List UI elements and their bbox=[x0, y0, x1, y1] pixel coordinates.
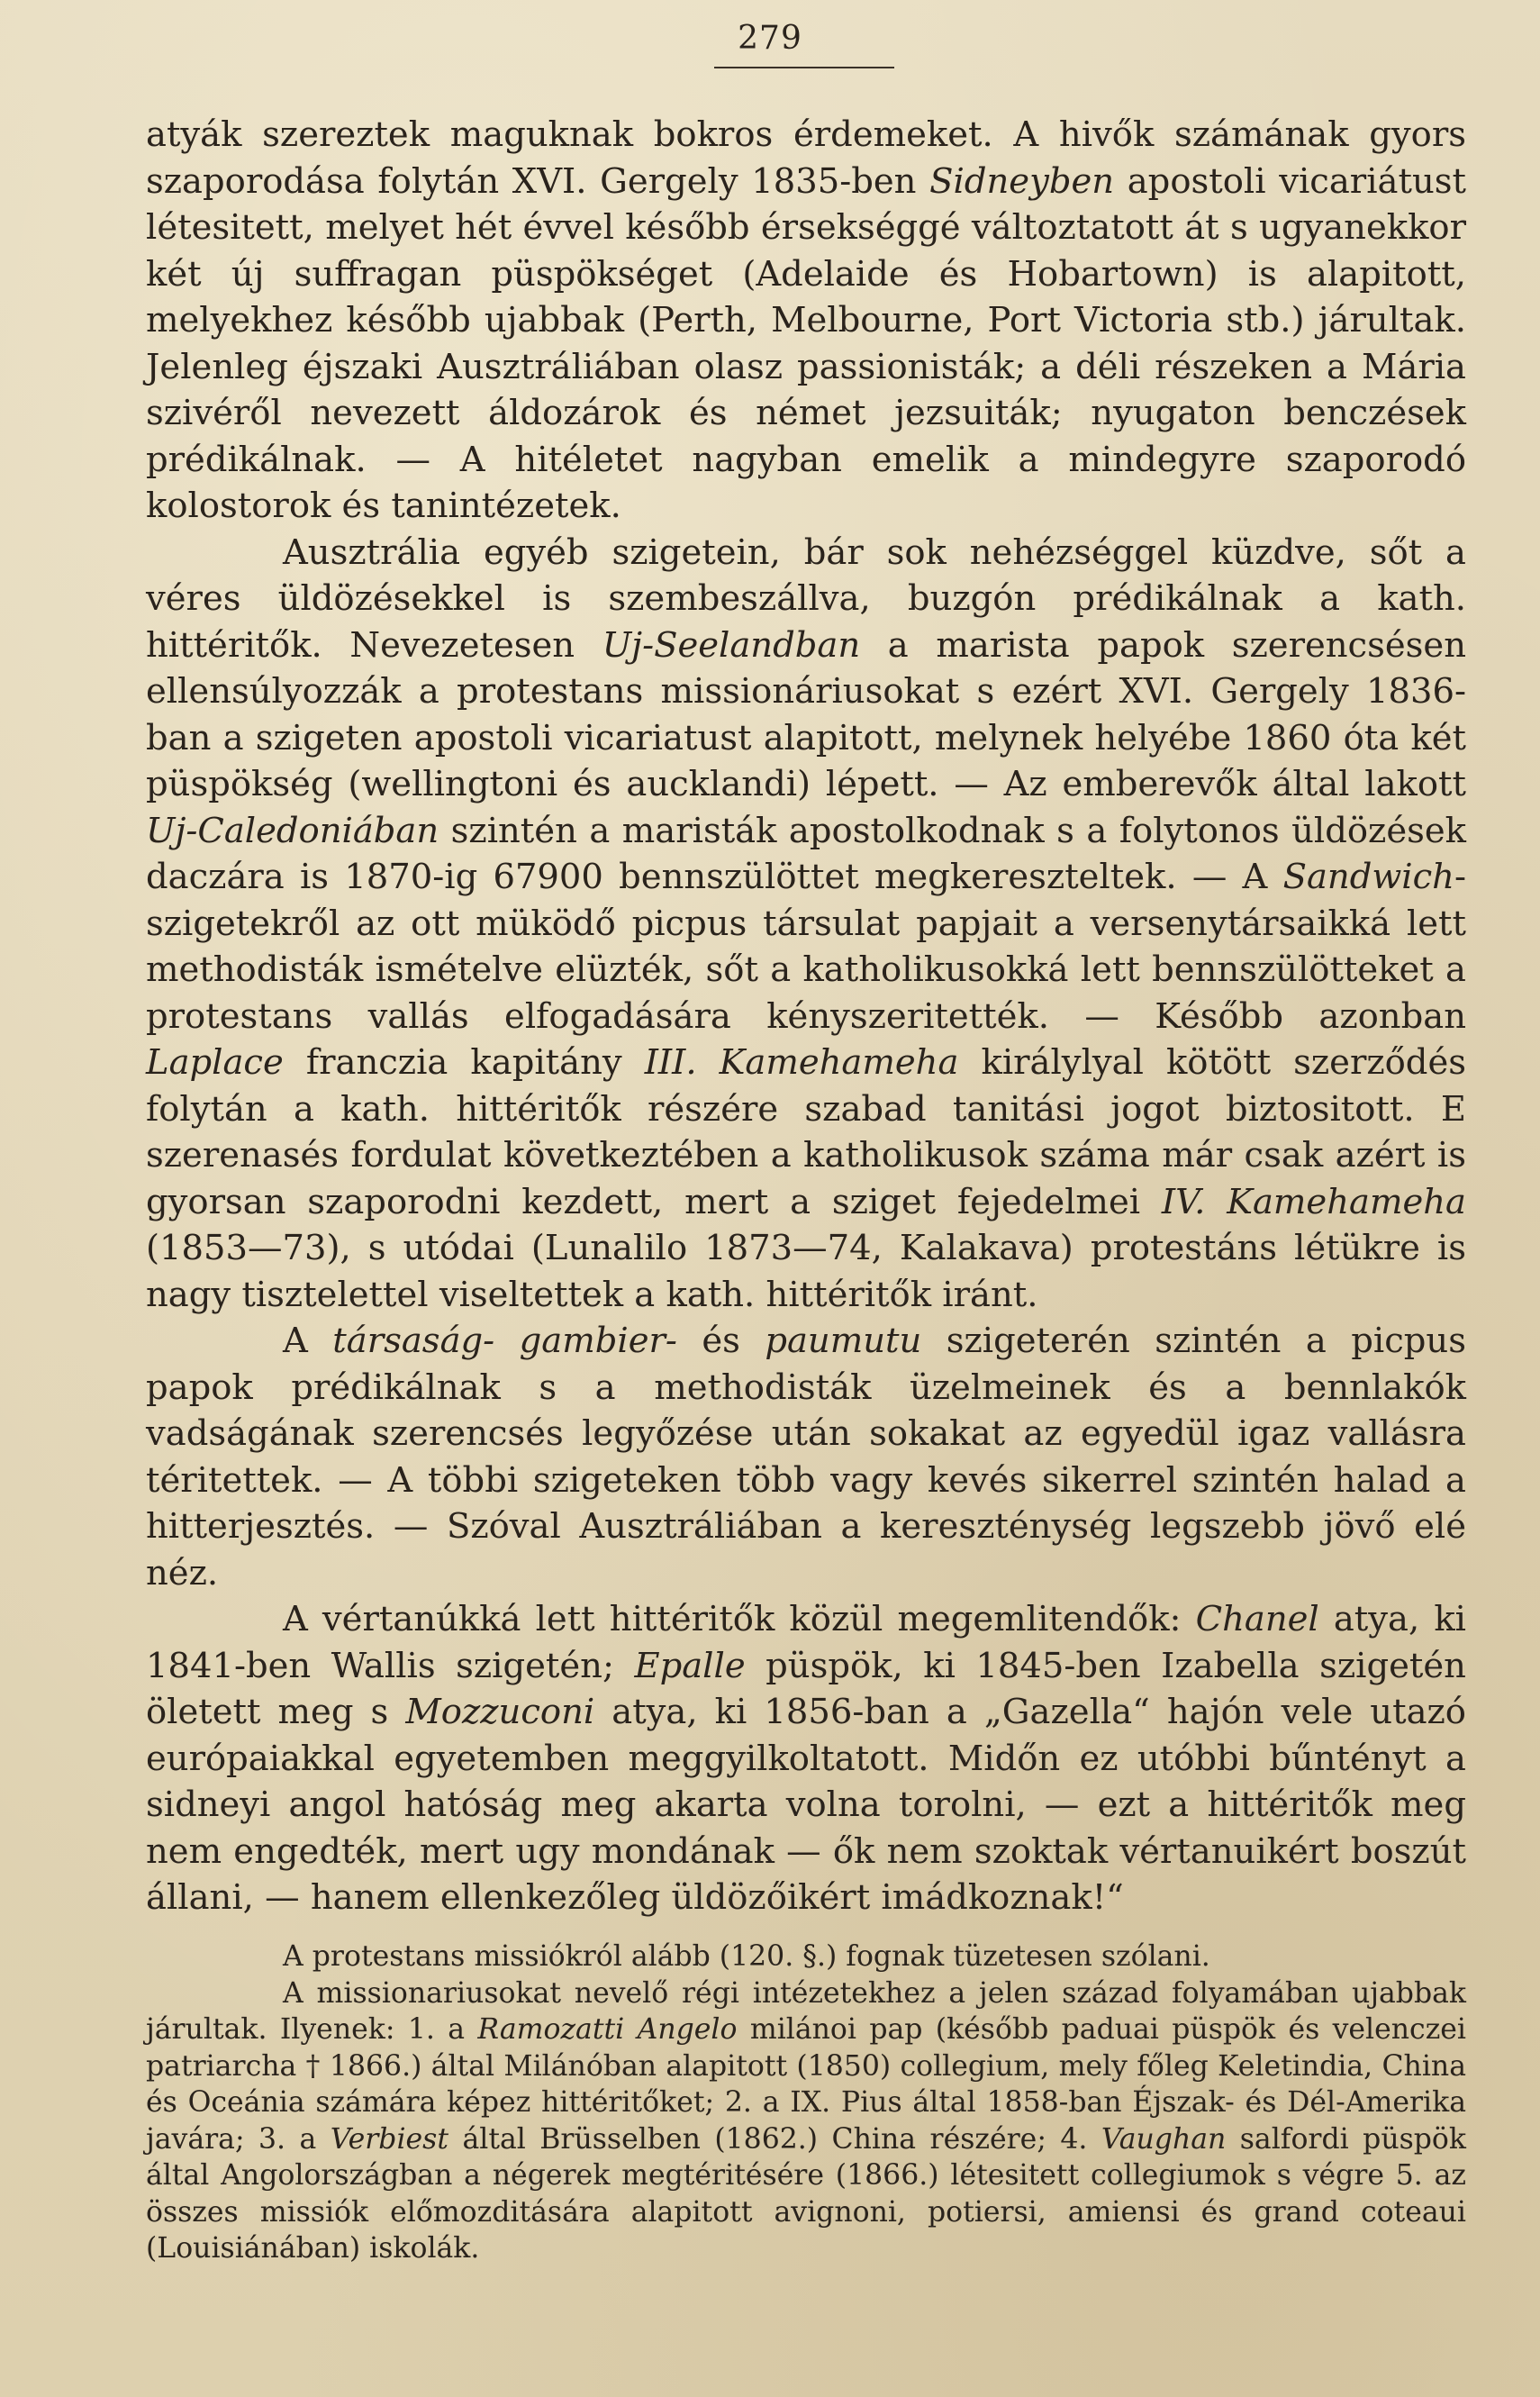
footnote-2: A missionariusokat nevelő régi intézetekhez a jelen század folyamában ujabbak járultak. Ilyenek: 1. a Ramozatti Angelo milánoi pap (később paduai püspök és velenczei patriarcha † 1866.) által Milánóban alapitott (1850) collegium, mely főleg Keletindia, China és Oceánia számára képez hittéritőket; 2. a IX. Pius által 1858-ban Éjszak- és Dél-Amerika javára; 3. a Verbiest által Brüsselben (1862.) China részére; 4. Vaughan salfordi püspök által Angolországban a négerek megtéritésére (1866.) létesitett collegiumok s végre 5. az összes missiók előmozditására alapitott avignoni, potiersi, amiensi és grand coteaui (Louisiánában) iskolák. bbox=[146, 1976, 1467, 2265]
footnotes bbox=[146, 1938, 1466, 2267]
paragraph-4: A vértanúkká lett hittéritők közül megemlitendők: Chanel atya, ki 1841-ben Wallis szigetén; Epalle püspök, ki 1845-ben Izabella szigetén öletett meg s Mozzuconi atya, ki 1856-ban a „Gazella“ hajón vele utazó európaiakkal egyetemben meggyilkoltatott. Midőn ez utóbbi bűntényt a sidneyi angol hatóság meg akarta volna torolni, — ezt a hittéritők meg nem engedték, mert ugy mondának — ők nem szoktak vértanuikért boszút állani, — hanem ellenkezőleg üldözőikért imádkoznak!“ bbox=[146, 1599, 1466, 1918]
paragraph-3: A társaság- gambier- és paumutu szigeterén szintén a picpus papok prédikálnak s a methodisták üzelmeinek és a bennlakók vadságának szerencsés legyőzése után sokakat az egyedül igaz vallásra téritettek. — A többi szigeteken több vagy kevés sikerrel szintén halad a hitterjesztés. — Szóval Ausztráliában a kereszténység legszebb jövő elé néz. bbox=[146, 1321, 1466, 1593]
header-rule bbox=[714, 67, 894, 68]
page-number: 279 bbox=[738, 20, 802, 57]
footnote-1: A protestans missiókról alább (120. §.) fognak tüzetesen szólani. bbox=[283, 1940, 1210, 1973]
main-text bbox=[146, 112, 1466, 1921]
paragraph-1: atyák szereztek maguknak bokros érdemeket. A hivők számának gyors szaporodása folytán XVI. Gergely 1835-ben Sidneyben apostoli vicariátust létesitett, melyet hét évvel később érsekséggé változtatott át s ugyanekkor két új suffragan püspökséget (Adelaide és Hobartown) is alapitott, melyekhez később ujabbak (Perth, Melbourne, Port Victoria stb.) járultak. Jelenleg éjszaki Ausztráliában olasz passionisták; a déli részeken a Mária szivéről nevezett áldozárok és német jezsuiták; nyugaton benczések prédikálnak. — A hitéletet nagyban emelik a mindegyre szaporodó kolostorok és tanintézetek. bbox=[146, 114, 1466, 526]
paragraph-2: Ausztrália egyéb szigetein, bár sok nehézséggel küzdve, sőt a véres üldözésekkel is szembeszállva, buzgón prédikálnak a kath. hittéritők. Nevezetesen Uj-Seelandban a marista papok szerencsésen ellensúlyozzák a protestans missionáriusokat s ezért XVI. Gergely 1836-ban a szigeten apostoli vicariatust alapitott, melynek helyébe 1860 óta két püspökség (wellingtoni és aucklandi) lépett. — Az emberevők által lakott Uj-Caledoniában szintén a maristák apostolkodnak s a folytonos üldözések daczára is 1870-ig 67900 bennszülöttet megkereszteltek. — A Sandwich-szigetekről az ott müködő picpus társulat papjait a versenytársaikká lett methodisták ismételve elüzték, sőt a katholikusokká lett bennszülötteket a protestans vallás elfogadására kényszeritették. — Később azonban Laplace franczia kapitány III. Kamehameha királylyal kötött szerződés folytán a kath. hittéritők részére szabad tanitási jogot biztositott. E szerenasés fordulat következtében a katholikusok száma már csak azért is gyorsan szaporodni kezdett, mert a sziget fejedelmei IV. Kamehameha (1853—73), s utódai (Lunalilo 1873—74, Kalakava) protestáns létükre is nagy tisztelettel viseltettek a kath. hittéritők iránt. bbox=[146, 531, 1466, 1315]
